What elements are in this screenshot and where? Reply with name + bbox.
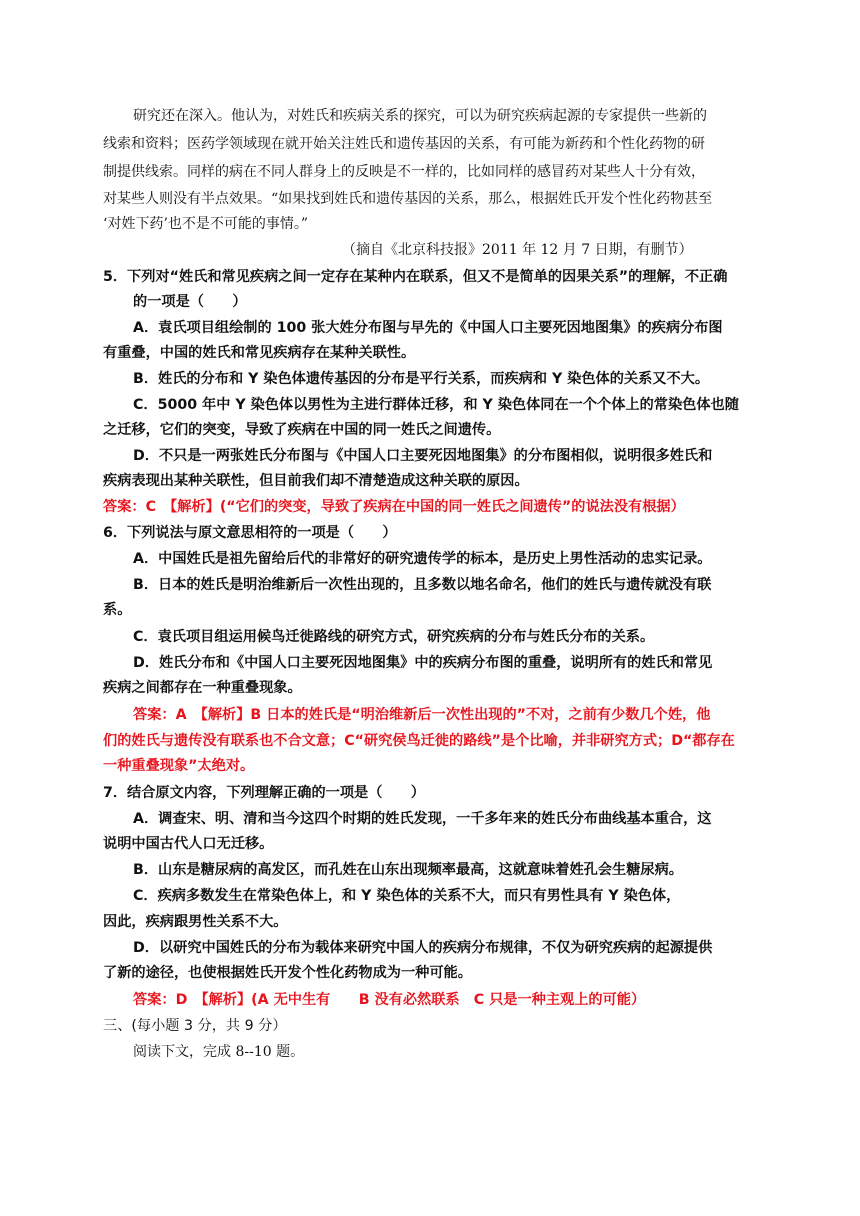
option-line: B．山东是糖尿病的高发区，而孔姓在山东出现频率最高，这就意味着姓孔会生糖尿病。 xyxy=(133,862,683,878)
option-line: D．以研究中国姓氏的分布为载体来研究中国人的疾病分布规律，不仅为研究疾病的起源提供 xyxy=(133,940,713,956)
answer-line: 一种重叠现象”太绝对。 xyxy=(103,758,255,774)
option-line: 之迁移，它们的突变，导致了疾病在中国的同一姓氏之间遗传。 xyxy=(103,422,501,438)
answer-line: 答案：A 【解析】B 日本的姓氏是“明治维新后一次性出现的”不对，之前有少数几个姓，他 xyxy=(133,707,711,723)
option-line: A．袁氏项目组绘制的 100 张大姓分布图与早先的《中国人口主要死因地图集》的疾病分布图 xyxy=(133,320,723,336)
passage-line: 线索和资料；医药学领域现在就开始关注姓氏和遗传基因的关系，有可能为新药和个性化药物的研 xyxy=(103,136,705,152)
option-line: 疾病之间都存在一种重叠现象。 xyxy=(103,680,302,696)
option-line: A．中国姓氏是祖先留给后代的非常好的研究遗传学的标本，是历史上男性活动的忠实记录。 xyxy=(133,551,712,567)
section-heading: 三、(每小题 3 分，共 9 分） xyxy=(103,1018,287,1034)
question-stem: 6．下列说法与原文意思相符的一项是（ ） xyxy=(103,525,397,541)
question-stem: 的一项是（ ） xyxy=(133,294,247,310)
answer-line: 答案：D 【解析】(A 无中生有 B 没有必然联系 C 只是一种主观上的可能） xyxy=(133,992,646,1008)
option-line: 说明中国古代人口无迁移。 xyxy=(103,836,274,852)
option-line: 因此，疾病跟男性关系不大。 xyxy=(103,914,288,930)
answer-line: 答案：C 【解析】(“它们的突变，导致了疾病在中国的同一姓氏之间遗传”的说法没有根据） xyxy=(103,499,685,515)
option-line: B．日本的姓氏是明治维新后一次性出现的，且多数以地名命名，他们的姓氏与遗传就没有联 xyxy=(133,577,712,593)
option-line: D．姓氏分布和《中国人口主要死因地图集》中的疾病分布图的重叠，说明所有的姓氏和常见 xyxy=(133,655,713,671)
passage-line: 制提供线索。同样的病在不同人群身上的反映是不一样的，比如同样的感冒药对某些人十分有效， xyxy=(103,164,705,180)
passage-line: ‘对姓下药’也不是不可能的事情。” xyxy=(103,216,309,232)
question-stem: 7．结合原文内容，下列理解正确的一项是（ ） xyxy=(103,785,425,801)
question-stem: 5．下列对“姓氏和常见疾病之间一定存在某种内在联系，但又不是简单的因果关系”的理解，不正确 xyxy=(103,269,728,285)
passage-source: （摘自《北京科技报》2011 年 12 月 7 日期，有删节） xyxy=(342,242,693,258)
option-line: C．疾病多数发生在常染色体上，和 Y 染色体的关系不大，而只有男性具有 Y 染色体， xyxy=(133,888,681,904)
option-line: 有重叠，中国的姓氏和常见疾病存在某种关联性。 xyxy=(103,345,416,361)
option-line: 系。 xyxy=(103,602,132,618)
passage-line: 研究还在深入。他认为，对姓氏和疾病关系的探究，可以为研究疾病起源的专家提供一些新的 xyxy=(133,108,707,124)
option-line: B．姓氏的分布和 Y 染色体遗传基因的分布是平行关系，而疾病和 Y 染色体的关系又不大。 xyxy=(133,371,710,387)
option-line: D．不只是一两张姓氏分布图与《中国人口主要死因地图集》的分布图相似，说明很多姓氏和 xyxy=(133,448,713,464)
section-instruction: 阅读下文，完成 8--10 题。 xyxy=(133,1044,305,1060)
passage-line: 对某些人则没有半点效果。“如果找到姓氏和遗传基因的关系，那么，根据姓氏开发个性化药物甚至 xyxy=(103,191,713,207)
option-line: A．调查宋、明、清和当今这四个时期的姓氏发现，一千多年来的姓氏分布曲线基本重合，这 xyxy=(133,811,712,827)
option-line: 疾病表现出某种关联性，但目前我们却不清楚造成这种关联的原因。 xyxy=(103,473,529,489)
answer-line: 们的姓氏与遗传没有联系也不合文意；C“研究侯鸟迁徙的路线”是个比喻，并非研究方式；D“都存在 xyxy=(103,733,735,749)
option-line: 了新的途径，也使根据姓氏开发个性化药物成为一种可能。 xyxy=(103,965,472,981)
option-line: C．5000 年中 Y 染色体以男性为主进行群体迁移，和 Y 染色体同在一个个体上的常染色体也随 xyxy=(133,397,739,413)
option-line: C．袁氏项目组运用候鸟迁徙路线的研究方式，研究疾病的分布与姓氏分布的关系。 xyxy=(133,629,655,645)
